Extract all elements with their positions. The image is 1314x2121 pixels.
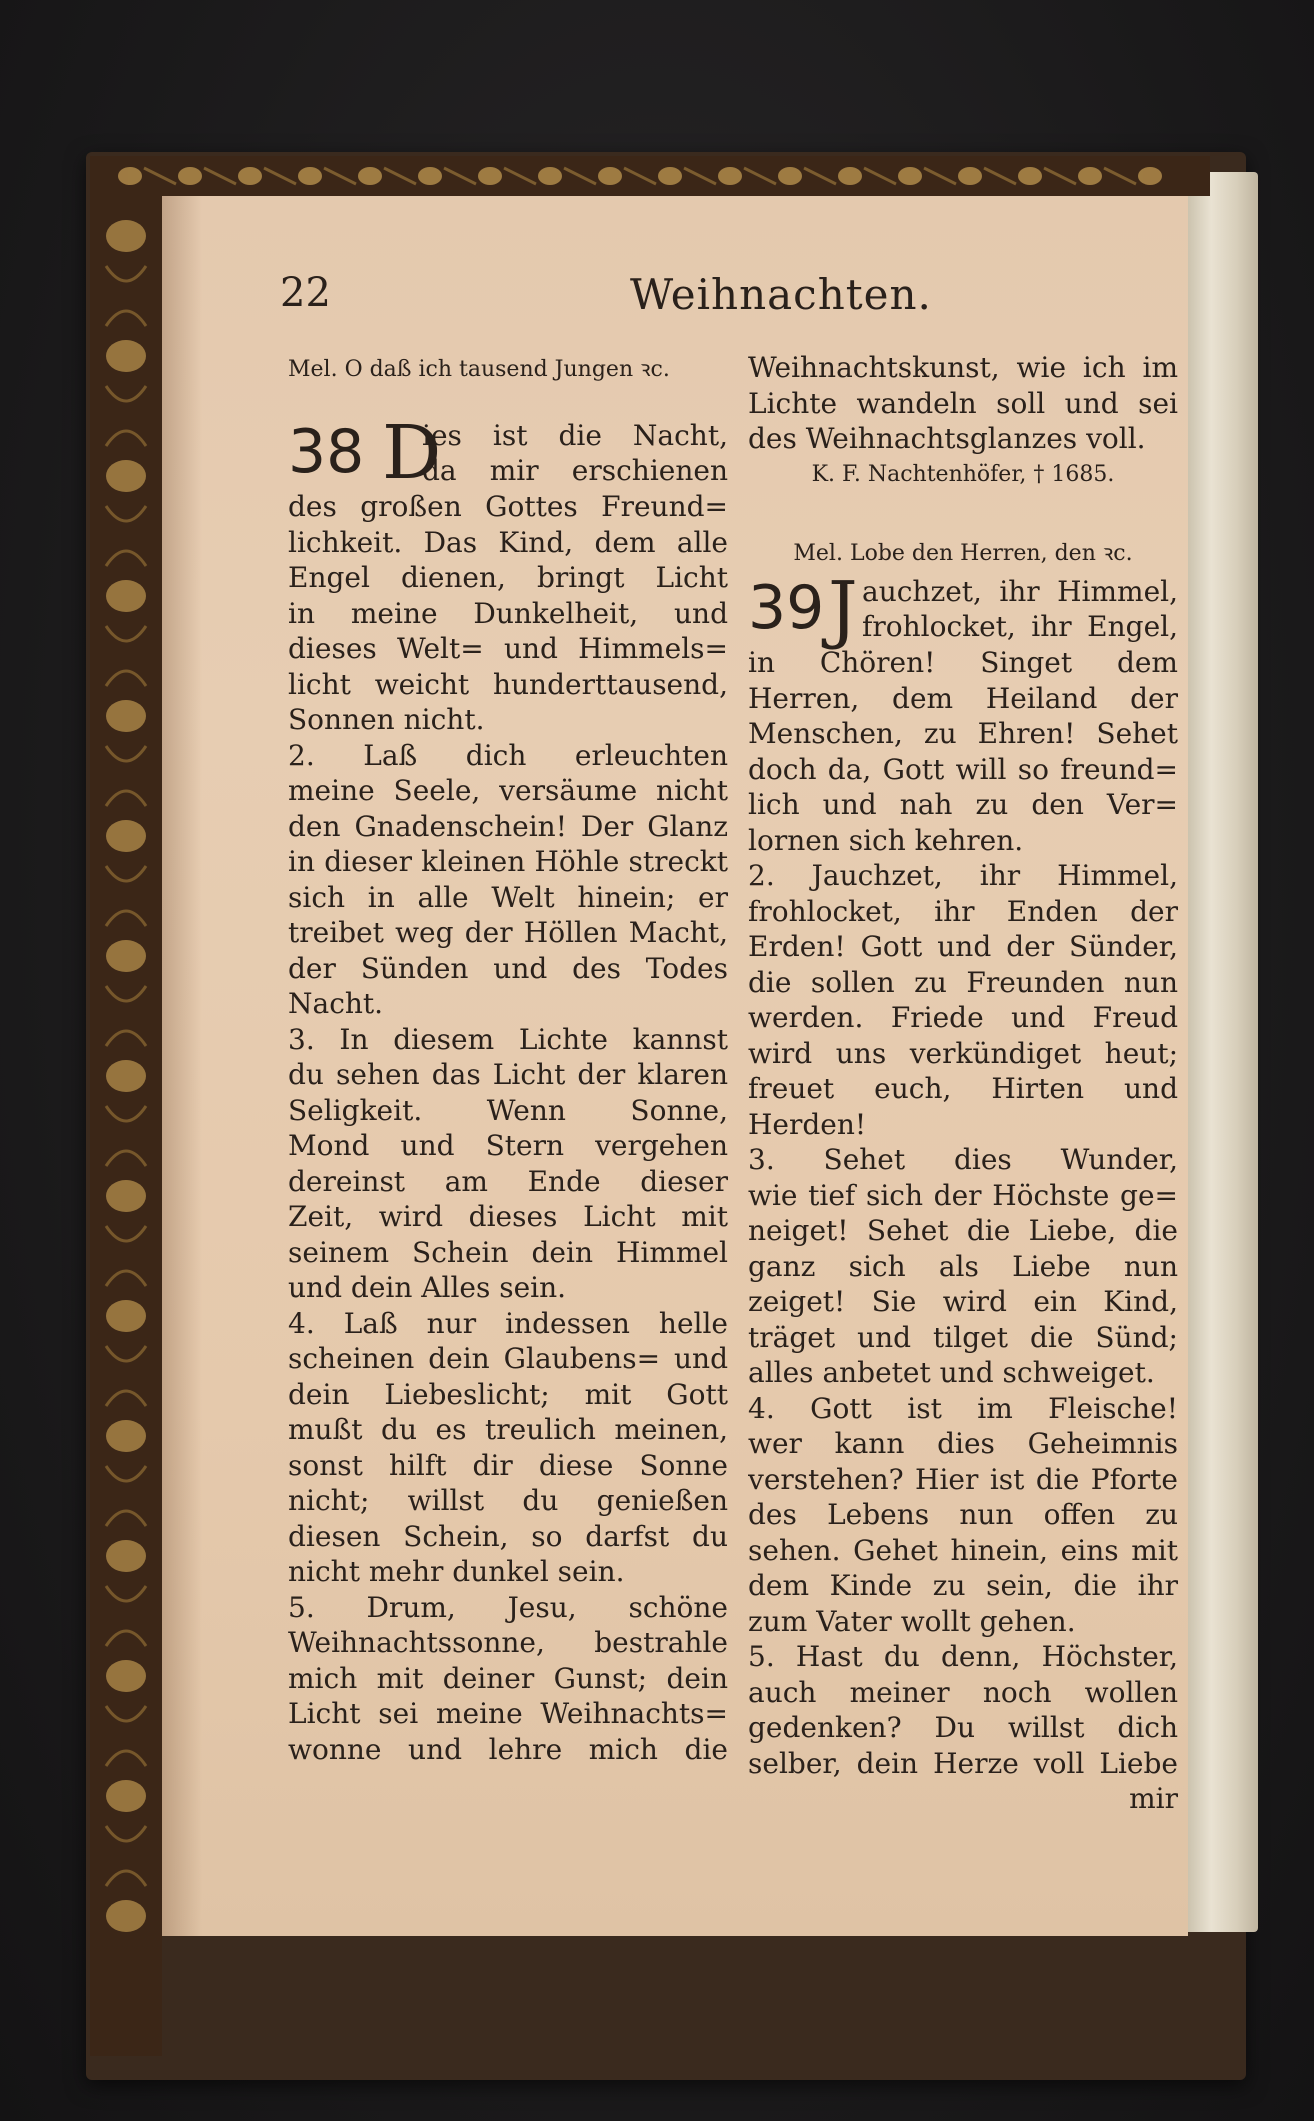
right-column — [748, 350, 1178, 1817]
verse-line: werden. Friede und Freud — [748, 1001, 1178, 1034]
verse-line: 3. In diesem Lichte kannst — [288, 1022, 728, 1056]
verse-line: diesen Schein, so darfst du — [288, 1519, 728, 1553]
verse-line: licht weicht hunderttausend, — [288, 667, 728, 701]
verse-line: dereinst am Ende dieser — [288, 1164, 728, 1198]
verse-line: frohlocket, ihr Enden der — [748, 894, 1178, 928]
verse-line: nicht; willst du genießen — [288, 1484, 728, 1517]
drop-cap: D — [382, 410, 442, 496]
verse-line: da mir erschienen — [422, 454, 728, 487]
verse-line: du sehen das Licht der klaren — [288, 1058, 728, 1091]
author-line: K. F. Nachtenhöfer, † 1685. — [811, 461, 1115, 487]
verse-line: freuet euch, Hirten und — [748, 1072, 1178, 1105]
verse-line: verstehen? Hier ist die Pforte — [748, 1462, 1178, 1496]
gilt-ornament-left — [96, 196, 156, 1936]
verse-line: wonne und lehre mich die — [288, 1732, 728, 1766]
verse-line: lichkeit. Das Kind, dem alle — [288, 525, 728, 559]
verse-line: alles anbetet und schweiget. — [748, 1356, 1155, 1389]
verse-line: in dieser kleinen Höhle streckt — [288, 845, 728, 878]
verse-line: dein Liebeslicht; mit Gott — [288, 1377, 728, 1411]
hymn-heading — [748, 566, 1178, 652]
gutter-shadow — [162, 196, 202, 1936]
verse-line: Herden! — [748, 1107, 867, 1141]
verse-line: zeiget! Sie wird ein Kind, — [748, 1285, 1178, 1318]
verse-line: die sollen zu Freunden nun — [748, 965, 1178, 999]
verse-line: scheinen dein Glaubens= und — [288, 1342, 728, 1375]
page-edge — [1186, 172, 1258, 1932]
verse-line: Nacht. — [288, 987, 384, 1020]
verse-line: wird uns verkündiget heut; — [748, 1036, 1178, 1070]
drop-cap: J — [828, 566, 858, 652]
catchword: mir — [1129, 1782, 1178, 1815]
verse-line: Zeit, wird dieses Licht mit — [288, 1200, 728, 1233]
verse-line: träget und tilget die Sünd; — [748, 1320, 1178, 1354]
verse-line: in meine Dunkelheit, und — [288, 596, 728, 630]
verse-line: der Sünden und des Todes — [288, 951, 728, 985]
continuation-lines — [748, 350, 1178, 457]
verse-line: seinem Schein dein Himmel — [288, 1235, 728, 1269]
verse-line: Licht sei meine Weihnachts= — [288, 1697, 728, 1730]
verse-line: 2. Laß dich erleuchten — [288, 738, 728, 772]
verse-line: und dein Alles sein. — [288, 1271, 567, 1304]
verse-line: 5. Drum, Jesu, schöne — [288, 1590, 728, 1624]
gilt-ornament-top — [100, 160, 1200, 192]
verse-line: 4. Gott ist im Fleische! — [748, 1391, 1178, 1425]
verse-line: Mond und Stern vergehen — [288, 1129, 728, 1162]
verse-line: Seligkeit. Wenn Sonne, — [288, 1093, 728, 1127]
running-head — [280, 270, 932, 330]
verse-line: mich mit deiner Gunst; dein — [288, 1661, 728, 1695]
left-column — [288, 350, 728, 1767]
verse-line: ganz sich als Liebe nun — [748, 1249, 1178, 1283]
verse-line: den Gnadenschein! Der Glanz — [288, 809, 728, 843]
verse-line: Sonnen nicht. — [288, 703, 485, 736]
verse-line: Herren, dem Heiland der — [748, 681, 1178, 715]
verse-line: doch da, Gott will so freund= — [748, 752, 1178, 786]
verse-line: 5. Hast du denn, Höchster, — [748, 1640, 1178, 1673]
verse-line: zum Vater wollt gehen. — [748, 1604, 1076, 1638]
page-number: 22 — [280, 270, 331, 316]
verse-lines — [748, 645, 1178, 1781]
verse-line: auch meiner noch wollen — [748, 1675, 1178, 1709]
verse-line: Weihnachtssonne, bestrahle — [288, 1626, 728, 1659]
verse-line: selber, dein Herze voll Liebe — [748, 1746, 1178, 1780]
verse-line: lich und nah zu den Ver= — [748, 788, 1178, 821]
verse-line: 2. Jauchzet, ihr Himmel, — [748, 859, 1178, 892]
hymn-number: 39 — [748, 573, 825, 643]
verse-line: Weihnachtskunst, wie ich im — [748, 351, 1178, 384]
verse-lines — [288, 489, 728, 1767]
verse-line: sich in alle Welt hinein; er — [288, 880, 728, 914]
verse-line: 3. Sehet dies Wunder, — [748, 1143, 1178, 1176]
verse-line: sehen. Gehet hinein, eins mit — [748, 1533, 1178, 1567]
verse-line: gedenken? Du willst dich — [748, 1711, 1178, 1744]
verse-line: Erden! Gott und der Sünder, — [748, 930, 1178, 963]
verse-line: des Lebens nun offen zu — [748, 1498, 1178, 1531]
verse-line: frohlocket, ihr Engel, — [862, 610, 1178, 643]
verse-line: meine Seele, versäume nicht — [288, 774, 728, 807]
verse-line: ies ist die Nacht, — [422, 419, 728, 452]
verse-line: des großen Gottes Freund= — [288, 490, 728, 523]
verse-line: Lichte wandeln soll und sei — [748, 386, 1178, 420]
verse-line: des Weihnachtsglanzes voll. — [748, 422, 1146, 455]
verse-line: sonst hilft dir diese Sonne — [288, 1448, 728, 1482]
verse-line: nicht mehr dunkel sein. — [288, 1555, 625, 1588]
verse-line: wer kann dies Geheimnis — [748, 1427, 1178, 1460]
verse-line: dem Kinde zu sein, die ihr — [748, 1569, 1178, 1602]
verse-line: 4. Laß nur indessen helle — [288, 1306, 728, 1340]
verse-line: Menschen, zu Ehren! Sehet — [748, 717, 1178, 750]
verse-line: auchzet, ihr Himmel, — [862, 575, 1178, 608]
verse-line: lornen sich kehren. — [748, 823, 1024, 857]
verse-line: wie tief sich der Höchste ge= — [748, 1178, 1178, 1212]
verse-line: neiget! Sehet die Liebe, die — [748, 1214, 1178, 1247]
melody-line: Mel. Lobe den Herren, den ꝛc. — [793, 541, 1133, 566]
melody-line: Mel. O daß ich tausend Jungen ꝛc. — [288, 357, 670, 382]
verse-line: treibet weg der Höllen Macht, — [288, 916, 728, 949]
hymn-number: 38 — [288, 417, 365, 487]
verse-line: mußt du es treulich meinen, — [288, 1413, 728, 1446]
page-title: Weihnachten. — [630, 270, 932, 319]
verse-line: in Chören! Singet dem — [748, 646, 1178, 679]
hymn-heading — [288, 410, 728, 496]
verse-line: Engel dienen, bringt Licht — [288, 561, 728, 594]
verse-line: dieses Welt= und Himmels= — [288, 632, 728, 665]
